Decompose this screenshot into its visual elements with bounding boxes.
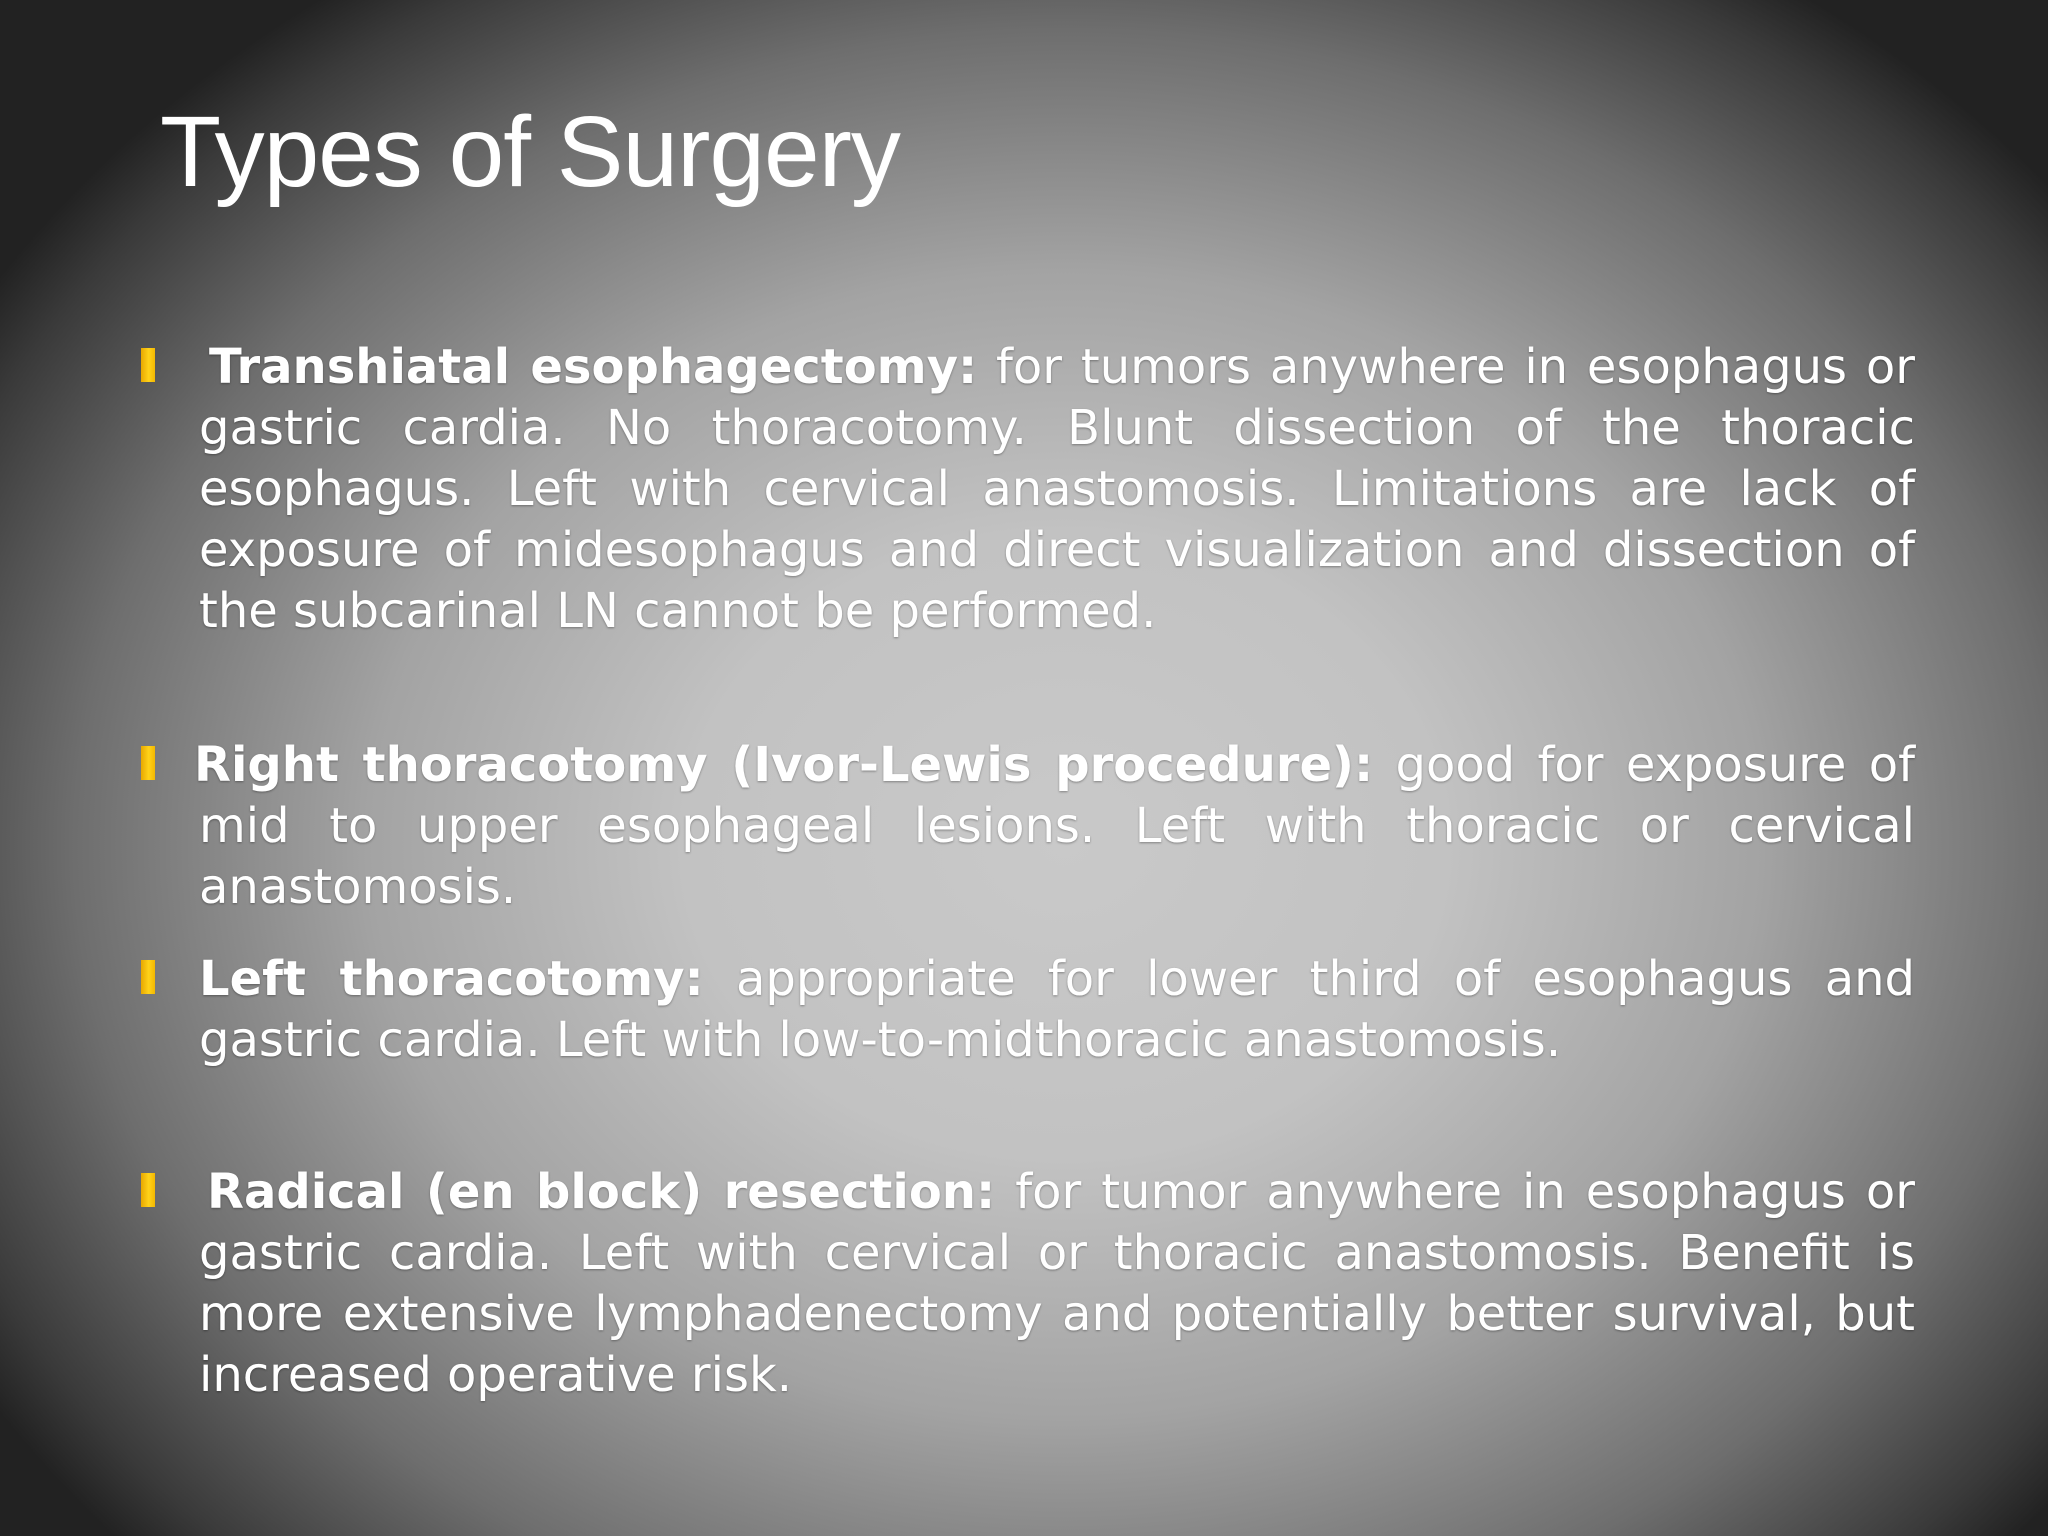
bullet-term: Radical (en block) resection: (207, 1164, 996, 1220)
bullet-text (199, 337, 1915, 642)
bullet-text (199, 949, 1915, 1071)
bullet-term: Right thoracotomy (Ivor-Lewis procedure): (194, 737, 1374, 793)
slide-title: Types of Surgery (160, 96, 900, 208)
bullet-description: for tumor anywhere in esophagus or gastric cardia. Left with cervical or thoracic anastomosis. Benefit is more extensive lymphadenectomy and potentially better survival, but increased operative risk. (199, 1164, 1916, 1403)
bullet-text (199, 1162, 1915, 1406)
bullet-description: for tumors anywhere in esophagus or gastric cardia. No thoracotomy. Blunt dissection of the thoracic esophagus. Left with cervical anastomosis. Limitations are lack of exposure of midesophagus and direct visualization and dissection of the subcarinal LN cannot be performed. (199, 339, 1915, 639)
bullet-description: appropriate for lower third of esophagus and gastric cardia. Left with low-to-midthoracic anastomosis. (199, 951, 1915, 1068)
bullet-marker-icon (141, 960, 155, 994)
bullet-description: good for exposure of mid to upper esophageal lesions. Left with thoracic or cervical anastomosis. (199, 737, 1915, 915)
bullet-marker-icon (141, 348, 155, 382)
bullet-term: Left thoracotomy: (199, 951, 704, 1007)
bullet-marker-icon (141, 746, 155, 780)
bullet-term: Transhiatal esophagectomy: (209, 339, 978, 395)
bullet-text (194, 735, 1915, 918)
bullet-marker-icon (141, 1173, 155, 1207)
